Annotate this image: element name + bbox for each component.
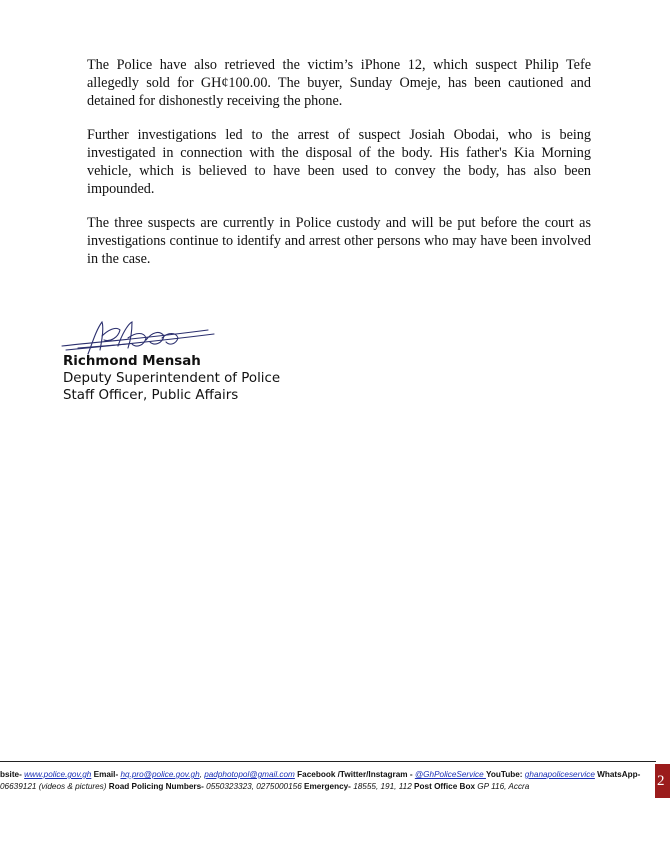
footer-divider (0, 761, 656, 762)
footer-whatsapp-number: 06639121 (videos & pictures) (0, 782, 109, 791)
footer-whatsapp-label: WhatsApp- (594, 770, 641, 779)
footer-emergency-label: Emergency- (301, 782, 354, 791)
body-paragraph: The three suspects are currently in Police custody and will be put before the court as investigations continue to identify and arrest other persons who may have been involved in the case. (87, 215, 591, 267)
footer-email-link-1[interactable]: hq.pro@police.gov.gh (120, 770, 200, 779)
footer-road-label: Road Policing Numbers- (108, 782, 207, 791)
footer-youtube-label: YouTube: (485, 770, 525, 779)
footer-website-link[interactable]: www.police.gov.gh (24, 770, 92, 779)
footer-social-link[interactable]: @GhPoliceService (414, 770, 486, 779)
footer-row-1 (0, 769, 654, 781)
body-paragraph: The Police have also retrieved the victim’s iPhone 12, which suspect Philip Tefe allegedly sold for GH¢100.00. The buyer, Sunday Omeje, has been cautioned and detained for dishonestly receiving the phone. (87, 57, 591, 109)
footer (0, 769, 654, 793)
footer-row-2 (0, 781, 654, 793)
signatory-name: Richmond Mensah (63, 354, 201, 369)
footer-email-label: Email- (91, 770, 121, 779)
footer-road-numbers: 0550323323, 0275000156 (206, 782, 302, 791)
footer-email-separator: , (199, 770, 205, 779)
footer-website-label: bsite- (0, 770, 25, 779)
signatory-title: Staff Officer, Public Affairs (63, 388, 239, 403)
footer-emergency-numbers: 18555, 191, 112 (353, 782, 415, 791)
signature-block (63, 353, 280, 404)
signatory-rank: Deputy Superintendent of Police (63, 371, 281, 386)
footer-pobox-label: Post Office Box (414, 782, 478, 791)
footer-pobox: GP 116, Accra (477, 782, 530, 791)
footer-social-label: Facebook /Twitter/Instagram - (294, 770, 415, 779)
footer-email-link-2[interactable]: padphotopol@gmail.com (204, 770, 295, 779)
page-number: 2 (655, 764, 670, 798)
body-paragraph: Further investigations led to the arrest of suspect Josiah Obodai, who is being investigated in connection with the disposal of the body. His father's Kia Morning vehicle, which is believed to have been used to convey the body, has also been impounded. (87, 127, 591, 197)
footer-youtube-link[interactable]: ghanapoliceservice (524, 770, 595, 779)
